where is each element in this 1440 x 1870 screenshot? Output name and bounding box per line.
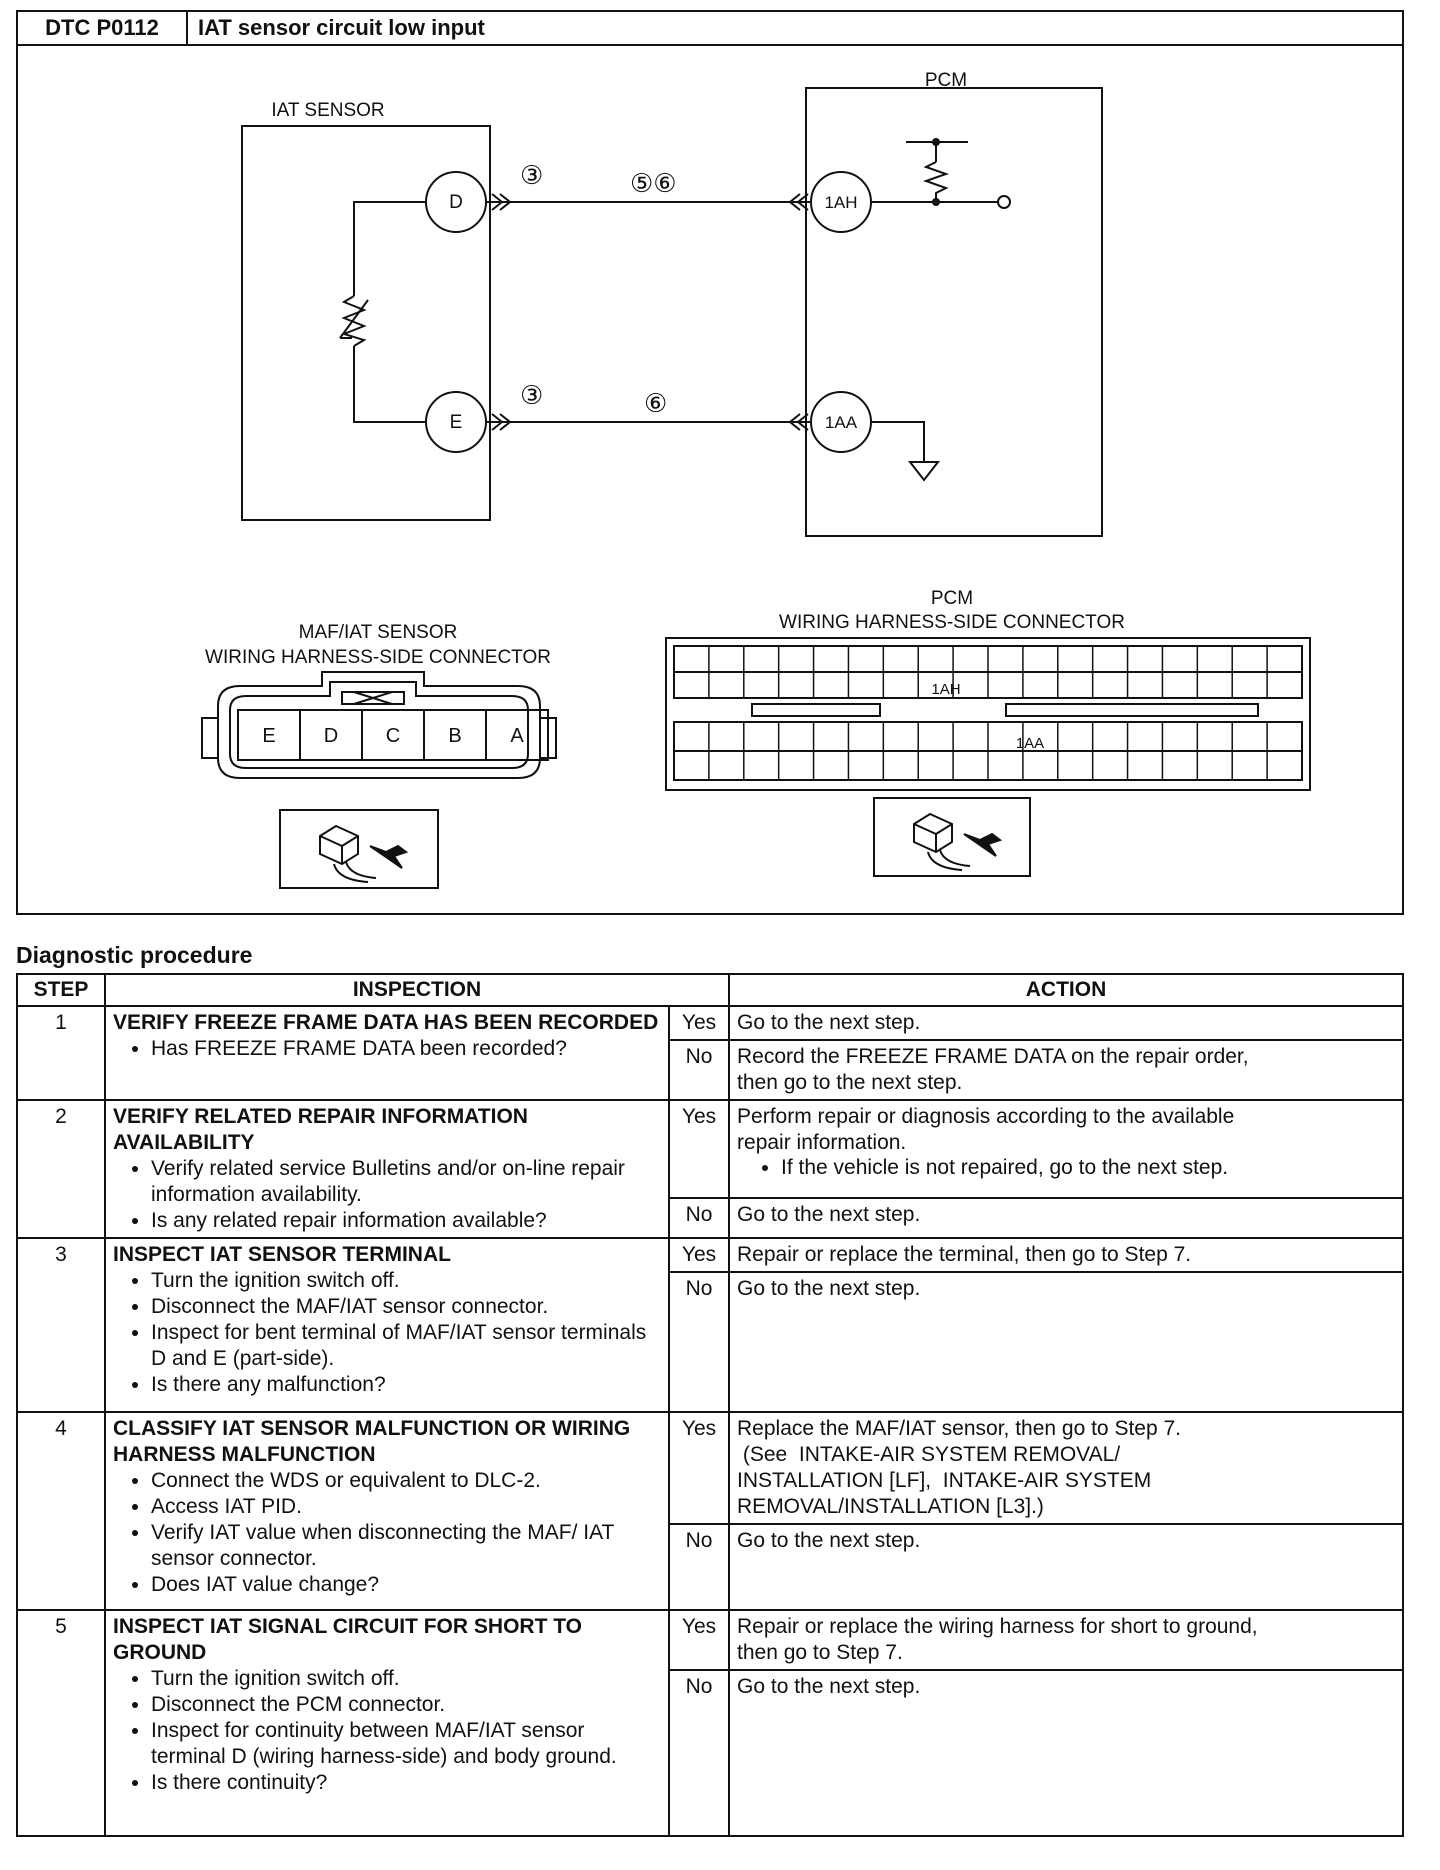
harness-side-probe-icon (280, 810, 438, 888)
wire-ref-bottom: ⑥ (644, 388, 668, 418)
inspection-bullet: • Is any related repair information available? (151, 1208, 661, 1234)
pcm-pin-1ah: 1AH (931, 681, 961, 698)
yes-label: Yes (669, 1238, 729, 1272)
harness-side-probe-icon-pcm (874, 798, 1030, 876)
step-number: 2 (17, 1100, 105, 1238)
maf-pin-a: A (510, 725, 524, 747)
no-action (729, 1670, 1403, 1836)
maf-connector-label-1: MAF/IAT SENSOR (298, 622, 458, 643)
inspection-bullet: • Verify related service Bulletins and/or on-line repair information availability. (151, 1156, 661, 1208)
yes-action (729, 1006, 1403, 1040)
inspection-bullet: • Has FREEZE FRAME DATA been recorded? (151, 1036, 661, 1062)
inspection-bullet: • Disconnect the MAF/IAT sensor connector. (151, 1294, 661, 1320)
no-label: No (669, 1272, 729, 1412)
step-number: 5 (17, 1610, 105, 1836)
no-label: No (669, 1670, 729, 1836)
yes-label: Yes (669, 1100, 729, 1198)
pcm-connector-label-1: PCM (930, 588, 974, 609)
wiring-diagram (18, 46, 1402, 913)
action-line: Repair or replace the wiring harness for short to ground, (737, 1615, 1258, 1638)
no-action (729, 1040, 1403, 1100)
table-row (17, 1100, 1403, 1198)
no-label: No (669, 1524, 729, 1610)
yes-label: Yes (669, 1412, 729, 1524)
maf-pin-b: B (448, 725, 462, 747)
inspection-bullet: • Does IAT value change? (151, 1572, 661, 1598)
action-line: Perform repair or diagnosis according to the available (737, 1105, 1235, 1128)
terminal-d-label: D (449, 192, 463, 213)
wire-ref-top: ⑤⑥ (630, 168, 677, 198)
maf-connector-label-2: WIRING HARNESS-SIDE CONNECTOR (205, 647, 551, 668)
connector-ref-top: ③ (520, 160, 544, 190)
step-number: 4 (17, 1412, 105, 1610)
inspection-title: INSPECT IAT SIGNAL CIRCUIT FOR SHORT TO GROUND (113, 1615, 583, 1664)
inspection-bullet: • Inspect for continuity between MAF/IAT sensor terminal D (wiring harness-side) and body ground. (151, 1718, 661, 1770)
maf-pin-d: D (323, 725, 339, 747)
inspection-title: VERIFY RELATED REPAIR INFORMATION AVAILABILITY (113, 1105, 528, 1154)
action-line: Go to the next step. (737, 1675, 921, 1698)
inspection-bullet: • Verify IAT value when disconnecting the MAF/ IAT sensor connector. (151, 1520, 661, 1572)
action-line: then go to the next step. (737, 1071, 963, 1094)
action-line: Go to the next step. (737, 1529, 921, 1552)
pullup-resistor-symbol (926, 162, 946, 202)
pcm-box (806, 88, 1102, 536)
step-number: 1 (17, 1006, 105, 1100)
inspection-bullet: • Turn the ignition switch off. (151, 1666, 661, 1692)
wiring-diagram-frame (16, 10, 1404, 915)
action-sub-bullet: • If the vehicle is not repaired, go to the next step. (781, 1156, 1395, 1180)
yes-action (729, 1100, 1403, 1198)
connector-ref-bottom: ③ (520, 380, 544, 410)
terminal-1ah-label: 1AH (824, 193, 858, 212)
pcm-label: PCM (924, 70, 968, 91)
inspection-title: CLASSIFY IAT SENSOR MALFUNCTION OR WIRING HARNESS MALFUNCTION (113, 1417, 631, 1466)
action-line: Repair or replace the terminal, then go to Step 7. (737, 1243, 1192, 1266)
action-line: Go to the next step. (737, 1203, 921, 1227)
inspection-bullet: • Access IAT PID. (151, 1494, 661, 1520)
inspection-bullet: • Inspect for bent terminal of MAF/IAT sensor terminals D and E (part-side). (151, 1320, 661, 1372)
no-action (729, 1524, 1403, 1610)
terminal-1aa-label: 1AA (824, 413, 858, 432)
no-action (729, 1198, 1403, 1238)
no-label: No (669, 1040, 729, 1100)
dtc-title: IAT sensor circuit low input (198, 15, 485, 40)
action-line: then go to Step 7. (737, 1641, 903, 1664)
action-line: REMOVAL/INSTALLATION [L3].) (737, 1495, 1044, 1518)
no-label: No (669, 1198, 729, 1238)
inspection-bullet: • Disconnect the PCM connector. (151, 1692, 661, 1718)
diagnostic-procedure-title: Diagnostic procedure (16, 942, 253, 968)
table-row (17, 1006, 1403, 1040)
action-line: (See INTAKE-AIR SYSTEM REMOVAL/ (737, 1443, 1121, 1466)
action-line: Go to the next step. (737, 1011, 921, 1034)
inspection-cell (105, 1610, 669, 1836)
dtc-code: DTC P0112 (18, 12, 188, 44)
inspection-cell (105, 1412, 669, 1610)
maf-connector (202, 672, 556, 778)
action-line: repair information. (737, 1131, 907, 1154)
inspection-cell (105, 1100, 669, 1238)
diagnostic-procedure-table (16, 973, 1404, 1837)
inspection-bullet: • Connect the WDS or equivalent to DLC-2. (151, 1468, 661, 1494)
action-line: Go to the next step. (737, 1277, 921, 1300)
dtc-header (18, 12, 1402, 46)
step-number: 3 (17, 1238, 105, 1412)
table-row (17, 1238, 1403, 1272)
yes-action (729, 1238, 1403, 1272)
iat-sensor-label: IAT SENSOR (271, 100, 385, 121)
yes-label: Yes (669, 1006, 729, 1040)
maf-pin-c: C (385, 725, 401, 747)
yes-label: Yes (669, 1610, 729, 1670)
inspection-cell (105, 1006, 669, 1100)
action-line: INSTALLATION [LF], INTAKE-AIR SYSTEM (737, 1469, 1152, 1492)
pcm-pin-1aa: 1AA (1015, 735, 1045, 752)
ground-symbol (910, 462, 938, 480)
col-step: STEP (17, 974, 105, 1006)
inspection-bullet: • Turn the ignition switch off. (151, 1268, 661, 1294)
col-action: ACTION (729, 974, 1403, 1006)
col-inspection: INSPECTION (105, 974, 729, 1006)
inspection-bullet: • Is there continuity? (151, 1770, 661, 1796)
yes-action (729, 1412, 1403, 1524)
action-line: Record the FREEZE FRAME DATA on the repair order, (737, 1045, 1249, 1068)
action-line: Replace the MAF/IAT sensor, then go to Step 7. (737, 1417, 1181, 1440)
maf-pin-e: E (262, 725, 276, 747)
inspection-title: INSPECT IAT SENSOR TERMINAL (113, 1243, 451, 1266)
table-row (17, 1412, 1403, 1524)
inspection-bullet: • Is there any malfunction? (151, 1372, 661, 1398)
no-action (729, 1272, 1403, 1412)
table-row (17, 1610, 1403, 1670)
inspection-title: VERIFY FREEZE FRAME DATA HAS BEEN RECORDED (113, 1011, 659, 1034)
pcm-connector-label-2: WIRING HARNESS-SIDE CONNECTOR (779, 612, 1125, 633)
yes-action (729, 1610, 1403, 1670)
terminal-e-label: E (449, 412, 463, 433)
inspection-cell (105, 1238, 669, 1412)
